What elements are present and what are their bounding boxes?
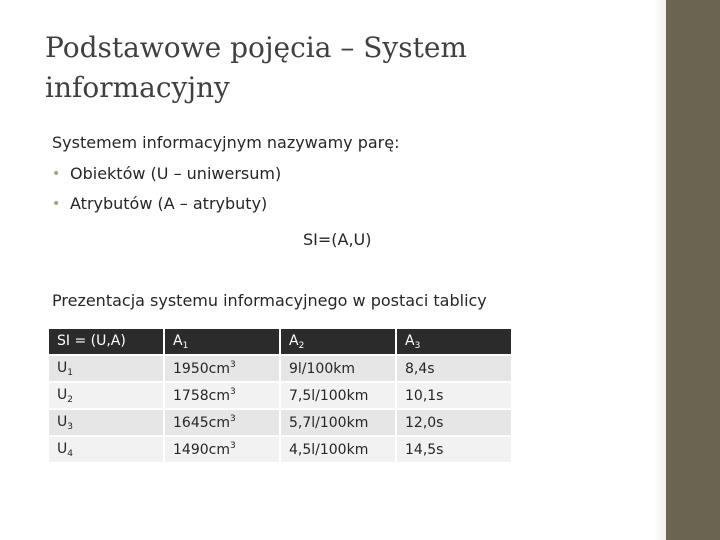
capacity-cell: $1950cm^3$ — [165, 356, 279, 381]
formula: SI=(A,U) — [303, 230, 372, 249]
table-header-row — [49, 329, 511, 354]
right-accent-band — [666, 0, 720, 540]
bullet-text-attributes: Atrybutów (A – atrybuty) — [70, 194, 268, 213]
information-system-table — [47, 327, 513, 464]
table-row — [49, 356, 511, 381]
acceleration-cell: 12,0s — [397, 410, 511, 435]
bullet-item — [52, 163, 281, 193]
object-cell: $U_2$ — [49, 383, 163, 408]
consumption-cell: 7,5l/100km — [281, 383, 395, 408]
intro-text: Systemem informacyjnym nazywamy parę: — [52, 133, 400, 152]
table-caption: Prezentacja systemu informacyjnego w postaci tablicy — [52, 291, 487, 310]
acceleration-cell: 14,5s — [397, 437, 511, 462]
consumption-cell: 9l/100km — [281, 356, 395, 381]
capacity-cell: $1758cm^3$ — [165, 383, 279, 408]
bullet-dot-icon: • — [52, 196, 61, 212]
object-cell: $U_4$ — [49, 437, 163, 462]
header-cell-a3: $A_3$ — [397, 329, 511, 354]
header-cell-a2: $A_2$ — [281, 329, 395, 354]
slide-title: Podstawowe pojęcia – System informacyjny — [45, 31, 467, 104]
header-cell-a1: $A_1$ — [165, 329, 279, 354]
object-cell: $U_3$ — [49, 410, 163, 435]
capacity-cell: $1645cm^3$ — [165, 410, 279, 435]
table-row — [49, 437, 511, 462]
acceleration-cell: 10,1s — [397, 383, 511, 408]
acceleration-cell: 8,4s — [397, 356, 511, 381]
right-band-gradient — [654, 0, 666, 540]
table-row — [49, 383, 511, 408]
bullet-dot-icon: • — [52, 166, 61, 182]
capacity-cell: $1490cm^3$ — [165, 437, 279, 462]
bullet-item — [52, 193, 281, 223]
bullet-text-objects: Obiektów (U – uniwersum) — [70, 164, 282, 183]
consumption-cell: 4,5l/100km — [281, 437, 395, 462]
object-cell: $U_1$ — [49, 356, 163, 381]
bullet-list — [52, 163, 281, 223]
header-cell-si: SI = (U,A) — [49, 329, 163, 354]
table-row — [49, 410, 511, 435]
consumption-cell: 5,7l/100km — [281, 410, 395, 435]
